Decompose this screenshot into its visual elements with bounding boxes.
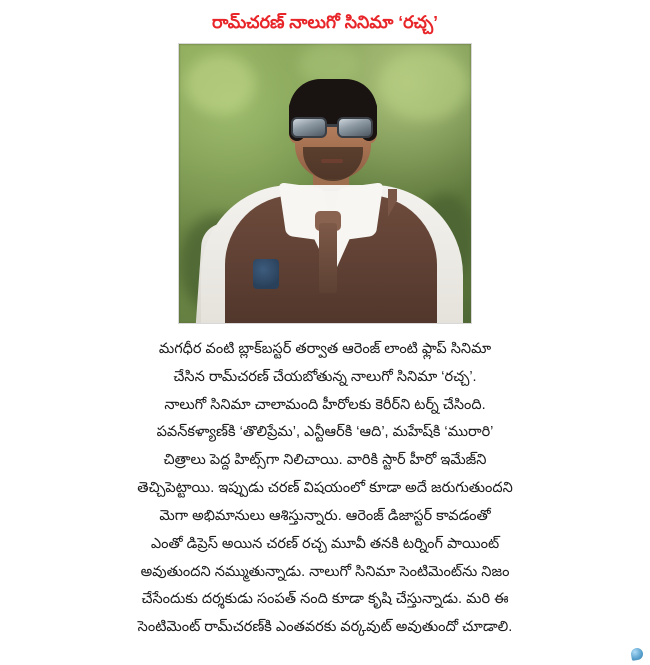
chest-emblem: [253, 259, 279, 289]
water-drop-shape: [630, 647, 644, 661]
mouth: [321, 159, 343, 163]
necktie: [319, 223, 337, 293]
page-title: రామ్‌చరణ్ నాలుగో సినిమా ‘రచ్చ’: [211, 12, 438, 32]
lens-right: [337, 117, 373, 138]
body-line: పవన్‌కళ్యాణ్‌కి ‘తొలిప్రేమ’, ఎన్టీఆర్‌కి ‘ఆది’, మహేష్‌కి ‘మురారి’: [156, 424, 494, 441]
sunglasses-icon: [291, 117, 375, 139]
body-line: మెగా అభిమానులు ఆశిస్తున్నారు. ఆరెంజ్ డిజాస్టర్ కావడంతో: [159, 507, 491, 524]
portrait-subject: [179, 73, 471, 323]
body-line: అవుతుందని నమ్ముతున్నాడు. నాలుగో సినిమా సెంటిమెంట్‌ను నిజం: [140, 563, 510, 580]
body-line: నాలుగో సినిమా చాలామంది హీరోలకు కెరీర్‌ని టర్న్ చేసింది.: [164, 396, 486, 413]
body-line: మగధీర వంటి బ్లాక్‌బస్టర్ తర్వాత ఆరెంజ్ లాంటి ఫ్లాప్ సినిమా: [158, 341, 492, 357]
body-line: చిత్రాలు పెద్ద హిట్స్‌గా నిలిచాయి. వారికి స్టార్ హీరో ఇమేజ్‌ని: [163, 452, 487, 469]
article-image: [178, 43, 472, 324]
body-line: సెంటిమెంట్ రామ్‌చరణ్‌కి ఎంతవరకు వర్కవుట్ అవుతుందో చూడాలి.: [137, 619, 513, 636]
body-line: తెచ్చిపెట్టాయి. ఇప్పుడు చరణ్ విషయంలో కూడా అదే జరుగుతుందని: [137, 480, 513, 497]
body-line: చేసిన రామ్‌చరణ్ చేయబోతున్న నాలుగో సినిమా ‘రచ్చ’.: [173, 368, 477, 385]
article-body: [18, 336, 632, 642]
body-line: ఎంతో డిప్రెస్ అయిన చరణ్ రచ్చ మూవీ తనకి టర్నింగ్ పాయింట్: [150, 535, 500, 552]
body-line: చేసేందుకు దర్శకుడు సంపత్ నంది కూడా కృషి చేస్తున్నాడు. మరి ఈ: [141, 591, 509, 608]
lens-left: [291, 117, 327, 138]
beard: [303, 147, 363, 181]
water-drop-icon: [627, 645, 645, 661]
